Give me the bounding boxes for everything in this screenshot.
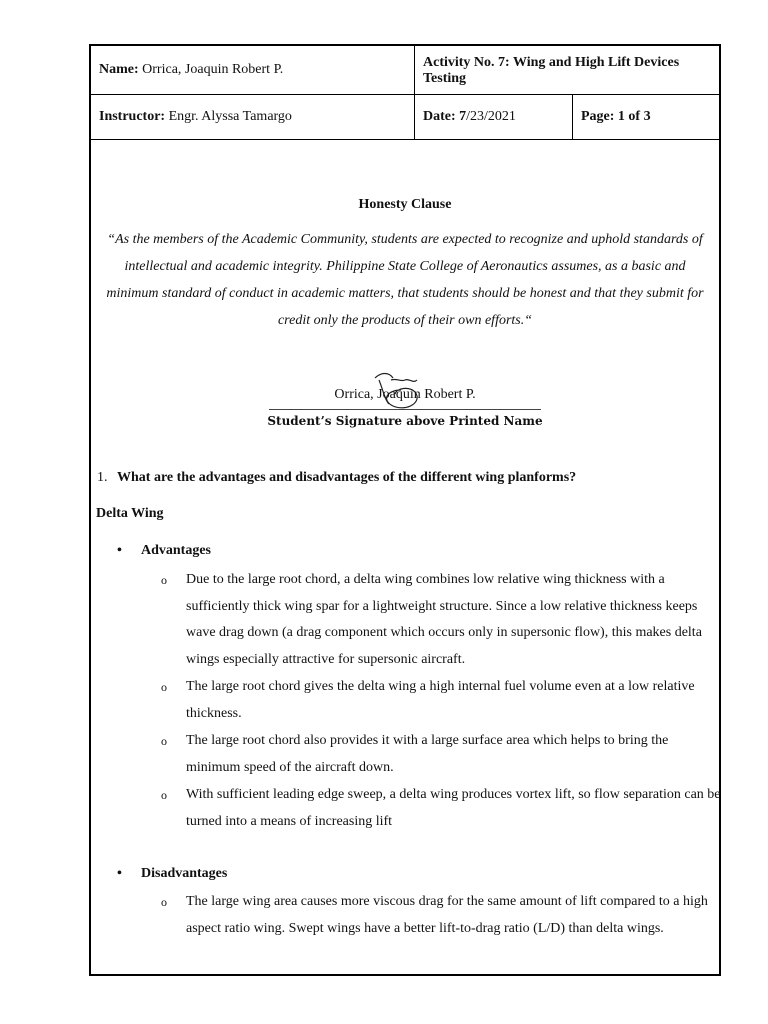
page-cell: [573, 95, 719, 139]
name-value: Orrica, Joaquin Robert P.: [138, 62, 284, 77]
advantage-item-text: With sufficient leading edge sweep, a delta wing produces vortex lift, so flow separation can be turned into a means of increasing lift: [186, 787, 721, 829]
advantage-item-text: Due to the large root chord, a delta wing combines low relative wing thickness with a sufficiently thick wing spar for a lightweight structure. Since a low relative thickness keeps wave drag down (a drag component which occurs only in supersonic flow), this makes delta wings especially attractive for supersonic aircraft.: [186, 572, 702, 667]
disadvantages-label: Disadvantages: [141, 866, 228, 881]
page-number: Page: 1 of 3: [581, 109, 651, 124]
date-value: /23/2021: [466, 109, 516, 124]
name-cell: [91, 46, 415, 94]
sub-bullet-icon: o: [161, 895, 167, 909]
date-cell: [415, 95, 573, 139]
honesty-clause-title: Honesty Clause: [358, 197, 452, 212]
document-frame: [89, 44, 721, 976]
honesty-clause-text: “As the members of the Academic Community, students are expected to recognize and uphold standards of intellectual and academic integrity. Philippine State College of Aeronautics assumes, as a basic and minimum standard of conduct in academic matters, that students should be honest and that they submit for credit only the products of their own efforts.“: [106, 232, 704, 328]
list-item: [161, 782, 721, 835]
activity-cell: [415, 46, 719, 94]
advantage-item-text: The large root chord also provides it with a large surface area which helps to bring the minimum speed of the aircraft down.: [186, 733, 669, 775]
signature-line: [269, 409, 541, 410]
header-row-2: [91, 95, 719, 140]
instructor-value: Engr. Alyssa Tamargo: [165, 109, 292, 124]
list-item: [161, 567, 721, 673]
sub-bullet-icon: o: [161, 734, 167, 748]
header-table: [91, 46, 719, 140]
list-item: [161, 674, 721, 727]
advantage-item-text: The large root chord gives the delta wing a high internal fuel volume even at a low relative thickness.: [186, 679, 695, 721]
activity-title: Activity No. 7: Wing and High Lift Devices Testing: [423, 55, 680, 86]
bullet-icon: •: [117, 543, 122, 558]
signature-block: [269, 368, 541, 418]
question-1: [97, 470, 576, 486]
header-row-1: [91, 46, 719, 95]
bullet-icon: •: [117, 866, 122, 881]
name-label: Name:: [99, 62, 139, 77]
list-item: [161, 728, 721, 781]
disadvantage-item-text: The large wing area causes more viscous drag for the same amount of lift compared to a high aspect ratio wing. Swept wings have a better lift-to-drag ratio (L/D) than delta wings.: [186, 894, 708, 936]
signature-caption: Student’s Signature above Printed Name: [267, 414, 543, 428]
sub-bullet-icon: o: [161, 680, 167, 694]
instructor-cell: [91, 95, 415, 139]
signature-printed-name: Orrica, Joaquin Robert P.: [334, 387, 476, 402]
instructor-label: Instructor:: [99, 109, 166, 124]
date-label: Date: 7: [423, 109, 467, 124]
section-title-delta-wing: Delta Wing: [96, 506, 164, 521]
question-text: What are the advantages and disadvantages of the different wing planforms?: [117, 470, 577, 485]
list-item: [161, 889, 721, 942]
sub-bullet-icon: o: [161, 788, 167, 802]
question-number: 1.: [97, 470, 108, 485]
advantages-label: Advantages: [141, 543, 212, 558]
disadvantages-heading: [117, 866, 227, 882]
sub-bullet-icon: o: [161, 573, 167, 587]
advantages-heading: [117, 543, 211, 559]
